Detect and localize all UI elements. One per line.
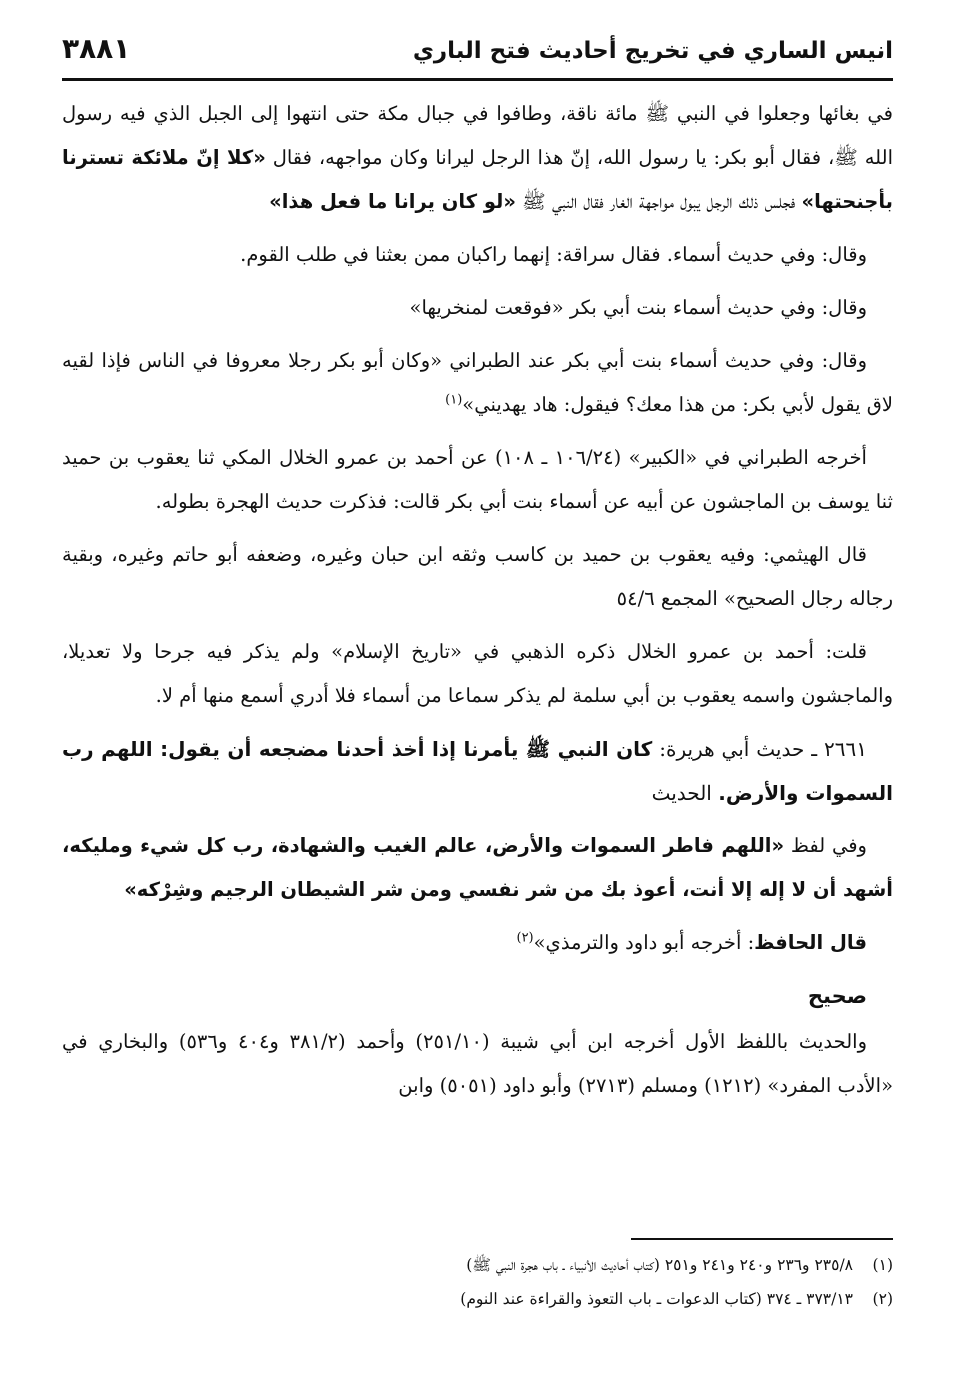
running-title: انيس الساري في تخريج أحاديث فتح الباري [412,38,893,64]
hadith-quote: «اللهم فاطر السموات والأرض، عالم الغيب والشهادة، رب كل شيء ومليكه، أشهد أن لا إله إلا أنت، أعوذ بك من شر نفسي ومن شر الشيطان الرجيم وشِرْكه» [62,834,893,901]
footnotes [62,1248,893,1316]
page-header [62,28,893,81]
speaker-label: قال الحافظ [754,931,867,954]
text-run: وفي لفظ [784,834,867,857]
hadith-number: ٢٦٦١ ـ حديث أبي هريرة: [652,737,868,761]
paragraph: وقال: وفي حديث أسماء بنت أبي بكر «فوقعت لمنخريها» [409,296,867,319]
paragraph [62,339,893,427]
footnote-ref: (٢) [516,930,534,946]
paragraph: وقال: وفي حديث أسماء. فقال سراقة: إنهما راكبان ممن بعثنا في طلب القوم. [240,243,867,266]
paragraph: أخرجه الطبراني في «الكبير» (١٠٦/٢٤ ـ ١٠٨) عن أحمد بن عمرو الخلال المكي ثنا يعقوب بن حميد ثنا يوسف بن الماجشون عن أبيه عن أسماء بنت أبي بكر قالت: فذكرت حديث الهجرة بطوله. [62,446,893,513]
paragraph: قال الهيثمي: وفيه يعقوب بن حميد بن كاسب وثقه ابن حبان وغيره، وضعفه أبو حاتم وغيره، وبقية رجاله رجال الصحيح» المجمع ٥٤/٦ [62,543,893,610]
main-text [62,92,893,1117]
text-run: وقال: وفي حديث أسماء بنت أبي بكر عند الطبراني «وكان أبو بكر رجلا معروفا في الناس فإذا لقيه لاق يقول لأبي بكر: من هذا معك؟ فيقول: هاد يهديني» [62,349,893,416]
grade-heading: صحيح [807,984,867,1008]
text-run: في بغائها وجعلوا في النبي ﷺ مائة ناقة، وطافوا في جبال مكة حتى انتهوا إلى الجبل الذي فيه رسول الله ﷺ، فقال أبو بكر: يا رسول الله، إنّ هذا الرجل ليرانا وكان مواجهه، فقال [62,102,893,169]
footnote-ref: (١) [445,392,463,408]
text-run: الحديث [651,781,719,805]
footnote-separator [631,1238,893,1240]
hadith-quote: «لو كان يرانا ما فعل هذا» [269,190,516,213]
footnote-number: (١) [872,1256,893,1274]
text-run: فجلس ذلك الرجل يبول مواجهة الغار فقال النبي ﷺ [515,190,802,213]
footnote-number: (٢) [872,1290,893,1308]
footnote [62,1282,893,1316]
hadith-quote: «كلا إنّ ملائكة تسترنا بأجنحتها» [62,146,893,213]
page-number: ٣٨٨١ [62,32,131,65]
hadith-entry [62,727,893,815]
footnote-text: ٢٣٥/٨ و٢٣٦ و٢٤٠ و٢٤١ و٢٥١ (كتاب أحاديث الأنبياء ـ باب هجرة النبي ﷺ) [466,1256,853,1274]
paragraph [62,92,893,224]
hadith-text: كان النبي ﷺ يأمرنا إذا أخذ أحدنا مضجعه أن يقول: اللهم رب السموات والأرض. [62,737,893,805]
text-run: : أخرجه أبو داود والترمذي» [533,931,755,954]
footnote-text: ٣٧٣/١٣ ـ ٣٧٤ (كتاب الدعوات ـ باب التعوذ والقراءة عند النوم) [460,1290,853,1308]
paragraph [62,824,893,912]
footnote [62,1248,893,1282]
paragraph: والحديث باللفظ الأول أخرجه ابن أبي شيبة (٢٥١/١٠) وأحمد (٣٨١/٢ و٤٠٤ و٥٣٦) والبخاري في «الأدب المفرد» (١٢١٢) ومسلم (٢٧١٣) وأبو داود (٥٠٥١) وابن [62,1030,893,1097]
paragraph: قلت: أحمد بن عمرو الخلال ذكره الذهبي في «تاريخ الإسلام» ولم يذكر فيه جرحا ولا تعديلا، والماجشون واسمه يعقوب بن أبي سلمة لم يذكر سماعا من أسماء فلا أدري أسمع منها أم لا. [62,640,893,707]
paragraph [62,921,893,965]
